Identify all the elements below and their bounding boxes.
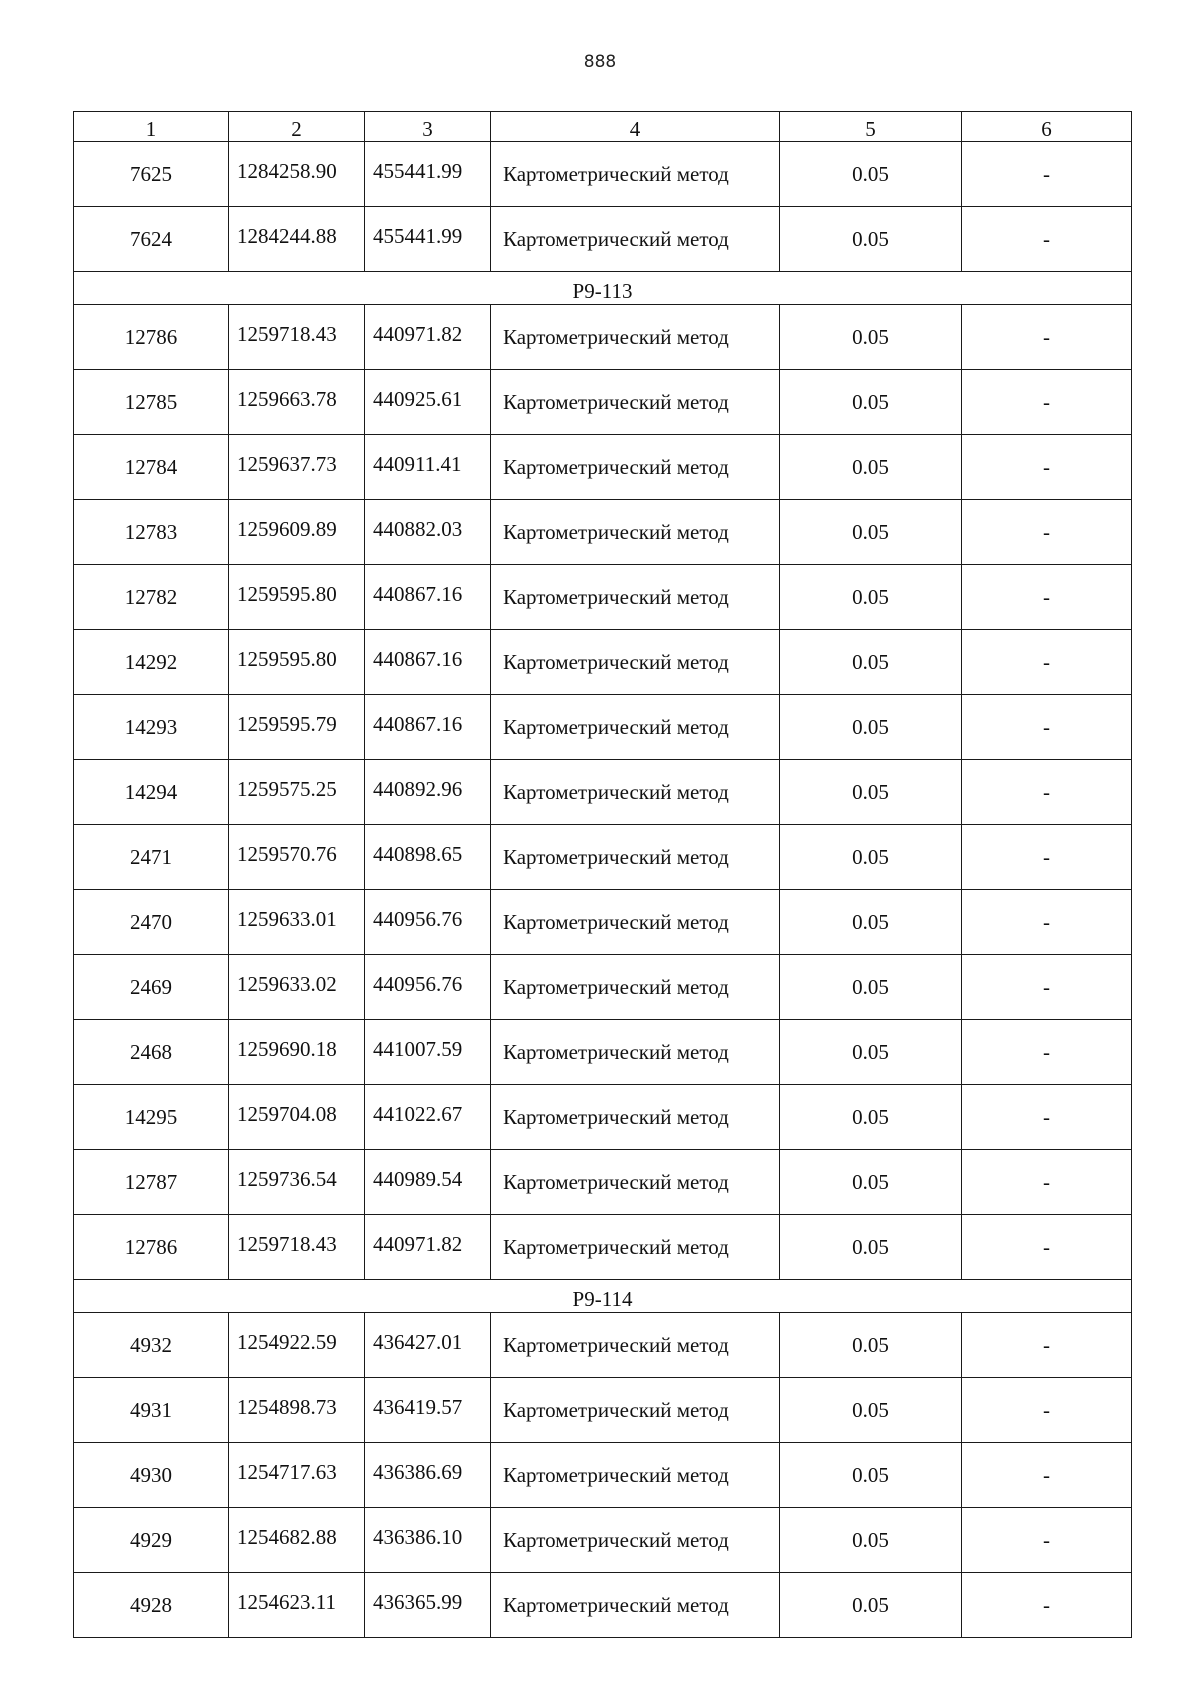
- note-cell: -: [962, 500, 1132, 565]
- point-number-cell: 12785: [74, 370, 229, 435]
- column-header: 3: [365, 112, 491, 142]
- section-row: [74, 272, 1132, 305]
- method-cell: Картометрический метод: [491, 1573, 780, 1638]
- point-number-cell: 4931: [74, 1378, 229, 1443]
- y-coordinate-cell: 440898.65: [365, 825, 491, 890]
- x-coordinate-cell: 1259704.08: [229, 1085, 365, 1150]
- y-coordinate-cell: 436365.99: [365, 1573, 491, 1638]
- point-number-cell: 2470: [74, 890, 229, 955]
- y-coordinate-cell: 440867.16: [365, 565, 491, 630]
- note-cell: -: [962, 305, 1132, 370]
- note-cell: -: [962, 1085, 1132, 1150]
- table-row: [74, 565, 1132, 630]
- x-coordinate-cell: 1259575.25: [229, 760, 365, 825]
- table-row: [74, 1443, 1132, 1508]
- method-cell: Картометрический метод: [491, 1313, 780, 1378]
- table-row: [74, 1150, 1132, 1215]
- table-row: [74, 1508, 1132, 1573]
- method-cell: Картометрический метод: [491, 142, 780, 207]
- accuracy-cell: 0.05: [780, 695, 962, 760]
- x-coordinate-cell: 1259736.54: [229, 1150, 365, 1215]
- table-row: [74, 890, 1132, 955]
- note-cell: -: [962, 760, 1132, 825]
- y-coordinate-cell: 436427.01: [365, 1313, 491, 1378]
- method-cell: Картометрический метод: [491, 760, 780, 825]
- table-row: [74, 1020, 1132, 1085]
- x-coordinate-cell: 1259633.01: [229, 890, 365, 955]
- table-row: [74, 695, 1132, 760]
- point-number-cell: 12784: [74, 435, 229, 500]
- point-number-cell: 2468: [74, 1020, 229, 1085]
- point-number-cell: 12786: [74, 305, 229, 370]
- point-number-cell: 12787: [74, 1150, 229, 1215]
- table-row: [74, 1085, 1132, 1150]
- point-number-cell: 7624: [74, 207, 229, 272]
- method-cell: Картометрический метод: [491, 630, 780, 695]
- accuracy-cell: 0.05: [780, 890, 962, 955]
- table-row: [74, 1313, 1132, 1378]
- column-header: 5: [780, 112, 962, 142]
- point-number-cell: 14294: [74, 760, 229, 825]
- method-cell: Картометрический метод: [491, 565, 780, 630]
- table-row: [74, 955, 1132, 1020]
- note-cell: -: [962, 1573, 1132, 1638]
- x-coordinate-cell: 1259663.78: [229, 370, 365, 435]
- table-row: [74, 630, 1132, 695]
- method-cell: Картометрический метод: [491, 207, 780, 272]
- point-number-cell: 12783: [74, 500, 229, 565]
- x-coordinate-cell: 1259718.43: [229, 305, 365, 370]
- table-row: [74, 207, 1132, 272]
- point-number-cell: 2471: [74, 825, 229, 890]
- note-cell: -: [962, 890, 1132, 955]
- method-cell: Картометрический метод: [491, 1215, 780, 1280]
- point-number-cell: 14292: [74, 630, 229, 695]
- accuracy-cell: 0.05: [780, 1378, 962, 1443]
- note-cell: -: [962, 142, 1132, 207]
- table-row: [74, 1378, 1132, 1443]
- y-coordinate-cell: 440867.16: [365, 695, 491, 760]
- accuracy-cell: 0.05: [780, 207, 962, 272]
- y-coordinate-cell: 441007.59: [365, 1020, 491, 1085]
- point-number-cell: 4928: [74, 1573, 229, 1638]
- section-title: P9-113: [74, 272, 1132, 305]
- method-cell: Картометрический метод: [491, 305, 780, 370]
- method-cell: Картометрический метод: [491, 1443, 780, 1508]
- method-cell: Картометрический метод: [491, 370, 780, 435]
- method-cell: Картометрический метод: [491, 955, 780, 1020]
- x-coordinate-cell: 1259609.89: [229, 500, 365, 565]
- table-row: [74, 1215, 1132, 1280]
- point-number-cell: 2469: [74, 955, 229, 1020]
- accuracy-cell: 0.05: [780, 500, 962, 565]
- x-coordinate-cell: 1254898.73: [229, 1378, 365, 1443]
- column-header: 2: [229, 112, 365, 142]
- method-cell: Картометрический метод: [491, 1508, 780, 1573]
- note-cell: -: [962, 695, 1132, 760]
- accuracy-cell: 0.05: [780, 1150, 962, 1215]
- y-coordinate-cell: 440989.54: [365, 1150, 491, 1215]
- point-number-cell: 4930: [74, 1443, 229, 1508]
- x-coordinate-cell: 1259595.80: [229, 565, 365, 630]
- x-coordinate-cell: 1259637.73: [229, 435, 365, 500]
- accuracy-cell: 0.05: [780, 1313, 962, 1378]
- table-row: [74, 825, 1132, 890]
- note-cell: -: [962, 1215, 1132, 1280]
- accuracy-cell: 0.05: [780, 305, 962, 370]
- table-row: [74, 760, 1132, 825]
- accuracy-cell: 0.05: [780, 825, 962, 890]
- accuracy-cell: 0.05: [780, 630, 962, 695]
- note-cell: -: [962, 435, 1132, 500]
- method-cell: Картометрический метод: [491, 825, 780, 890]
- x-coordinate-cell: 1284244.88: [229, 207, 365, 272]
- y-coordinate-cell: 440956.76: [365, 955, 491, 1020]
- table-row: [74, 305, 1132, 370]
- y-coordinate-cell: 436386.10: [365, 1508, 491, 1573]
- accuracy-cell: 0.05: [780, 760, 962, 825]
- column-header: 4: [491, 112, 780, 142]
- method-cell: Картометрический метод: [491, 1085, 780, 1150]
- accuracy-cell: 0.05: [780, 142, 962, 207]
- x-coordinate-cell: 1259633.02: [229, 955, 365, 1020]
- note-cell: -: [962, 1378, 1132, 1443]
- y-coordinate-cell: 440925.61: [365, 370, 491, 435]
- table-body: [74, 142, 1132, 1638]
- y-coordinate-cell: 440971.82: [365, 305, 491, 370]
- table-row: [74, 435, 1132, 500]
- accuracy-cell: 0.05: [780, 1443, 962, 1508]
- method-cell: Картометрический метод: [491, 435, 780, 500]
- x-coordinate-cell: 1254682.88: [229, 1508, 365, 1573]
- y-coordinate-cell: 440971.82: [365, 1215, 491, 1280]
- note-cell: -: [962, 1443, 1132, 1508]
- x-coordinate-cell: 1284258.90: [229, 142, 365, 207]
- section-title: P9-114: [74, 1280, 1132, 1313]
- accuracy-cell: 0.05: [780, 435, 962, 500]
- page-number: 888: [583, 52, 617, 72]
- accuracy-cell: 0.05: [780, 1020, 962, 1085]
- x-coordinate-cell: 1254922.59: [229, 1313, 365, 1378]
- x-coordinate-cell: 1259595.79: [229, 695, 365, 760]
- x-coordinate-cell: 1254717.63: [229, 1443, 365, 1508]
- point-number-cell: 12786: [74, 1215, 229, 1280]
- x-coordinate-cell: 1259570.76: [229, 825, 365, 890]
- y-coordinate-cell: 440867.16: [365, 630, 491, 695]
- accuracy-cell: 0.05: [780, 955, 962, 1020]
- column-header: 6: [962, 112, 1132, 142]
- header-row: [74, 112, 1132, 142]
- accuracy-cell: 0.05: [780, 1573, 962, 1638]
- x-coordinate-cell: 1259718.43: [229, 1215, 365, 1280]
- y-coordinate-cell: 440892.96: [365, 760, 491, 825]
- note-cell: -: [962, 370, 1132, 435]
- y-coordinate-cell: 436386.69: [365, 1443, 491, 1508]
- point-number-cell: 4929: [74, 1508, 229, 1573]
- method-cell: Картометрический метод: [491, 1020, 780, 1085]
- table-row: [74, 500, 1132, 565]
- y-coordinate-cell: 440882.03: [365, 500, 491, 565]
- table-row: [74, 370, 1132, 435]
- point-number-cell: 14293: [74, 695, 229, 760]
- y-coordinate-cell: 455441.99: [365, 207, 491, 272]
- point-number-cell: 14295: [74, 1085, 229, 1150]
- note-cell: -: [962, 1508, 1132, 1573]
- method-cell: Картометрический метод: [491, 1150, 780, 1215]
- y-coordinate-cell: 440956.76: [365, 890, 491, 955]
- accuracy-cell: 0.05: [780, 1215, 962, 1280]
- method-cell: Картометрический метод: [491, 1378, 780, 1443]
- y-coordinate-cell: 436419.57: [365, 1378, 491, 1443]
- method-cell: Картометрический метод: [491, 890, 780, 955]
- table-row: [74, 1573, 1132, 1638]
- note-cell: -: [962, 630, 1132, 695]
- x-coordinate-cell: 1254623.11: [229, 1573, 365, 1638]
- note-cell: -: [962, 1150, 1132, 1215]
- column-header: 1: [74, 112, 229, 142]
- point-number-cell: 12782: [74, 565, 229, 630]
- method-cell: Картометрический метод: [491, 695, 780, 760]
- accuracy-cell: 0.05: [780, 1508, 962, 1573]
- note-cell: -: [962, 955, 1132, 1020]
- x-coordinate-cell: 1259690.18: [229, 1020, 365, 1085]
- table-row: [74, 142, 1132, 207]
- note-cell: -: [962, 565, 1132, 630]
- coordinates-table: [73, 111, 1132, 1638]
- point-number-cell: 4932: [74, 1313, 229, 1378]
- point-number-cell: 7625: [74, 142, 229, 207]
- accuracy-cell: 0.05: [780, 1085, 962, 1150]
- y-coordinate-cell: 455441.99: [365, 142, 491, 207]
- accuracy-cell: 0.05: [780, 565, 962, 630]
- section-row: [74, 1280, 1132, 1313]
- note-cell: -: [962, 207, 1132, 272]
- y-coordinate-cell: 441022.67: [365, 1085, 491, 1150]
- y-coordinate-cell: 440911.41: [365, 435, 491, 500]
- note-cell: -: [962, 1313, 1132, 1378]
- note-cell: -: [962, 1020, 1132, 1085]
- method-cell: Картометрический метод: [491, 500, 780, 565]
- x-coordinate-cell: 1259595.80: [229, 630, 365, 695]
- accuracy-cell: 0.05: [780, 370, 962, 435]
- note-cell: -: [962, 825, 1132, 890]
